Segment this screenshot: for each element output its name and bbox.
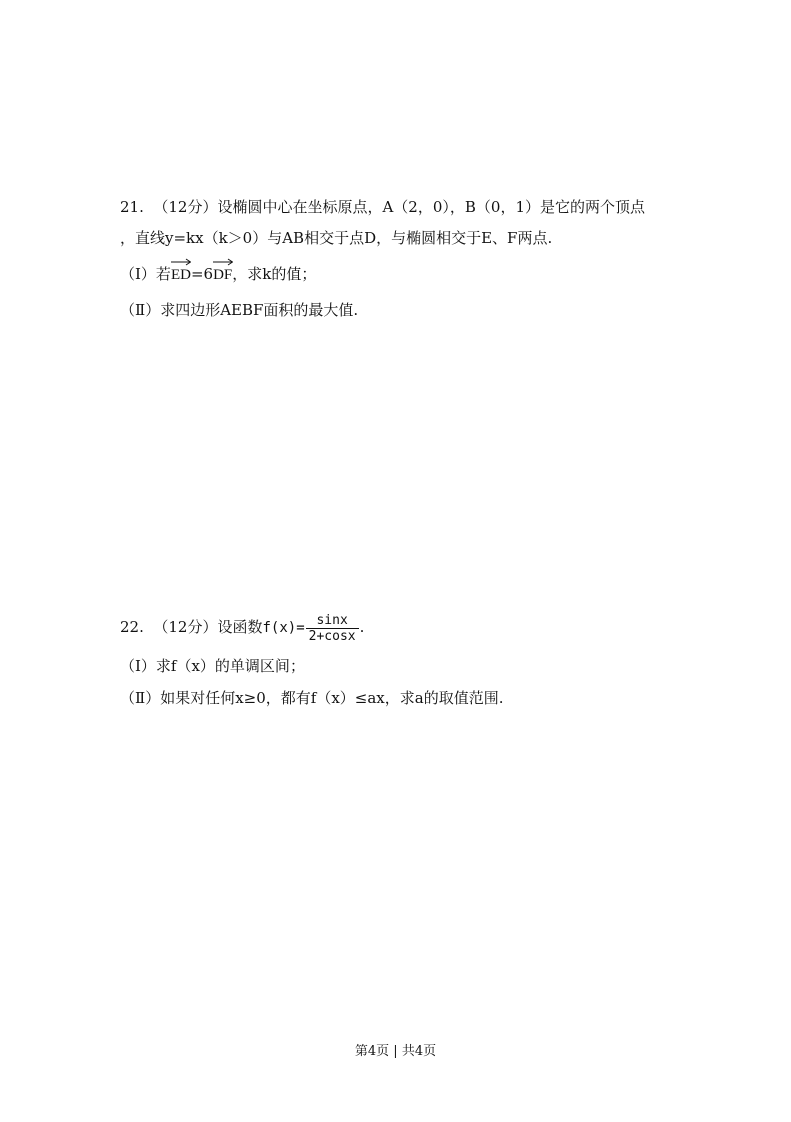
q21-line-1: 21. （12分）设椭圆中心在坐标原点，A（2，0），B（0，1）是它的两个顶点 xyxy=(120,198,646,216)
q21-part-1-eq: =6 xyxy=(190,265,214,283)
vector-ed xyxy=(171,265,191,285)
q22-fraction xyxy=(306,613,359,644)
q22-part-2: （Ⅱ）如果对任何x≥0，都有f（x）≤ax，求a的取值范围. xyxy=(120,689,504,707)
q21-part-1-prefix: （Ⅰ）若 xyxy=(120,265,171,283)
q21-part-1 xyxy=(120,264,316,285)
q22-suffix: . xyxy=(359,618,365,636)
vector-ed-label: ED xyxy=(170,267,191,283)
vector-arrow-icon xyxy=(171,258,191,266)
vector-arrow-icon xyxy=(213,258,233,266)
q22-denominator: 2+cosx xyxy=(308,628,356,644)
q21-part-2: （Ⅱ）求四边形AEBF面积的最大值. xyxy=(120,301,359,319)
vector-df xyxy=(213,265,232,285)
q21-part-1-suffix: ，求k的值； xyxy=(232,265,317,283)
q22-numerator: sinx xyxy=(306,613,359,629)
q22-function-name: f(x)= xyxy=(262,620,305,636)
q21-line-2: ，直线y=kx（k＞0）与AB相交于点D，与椭圆相交于E、F两点. xyxy=(120,229,553,247)
q22-part-1: （Ⅰ）求f（x）的单调区间； xyxy=(120,657,305,675)
vector-df-label: DF xyxy=(213,267,233,283)
q22-prefix: 22. （12分）设函数 xyxy=(120,618,263,636)
q22-stem xyxy=(120,612,364,644)
page-footer: 第4页 | 共4页 xyxy=(354,1044,437,1059)
